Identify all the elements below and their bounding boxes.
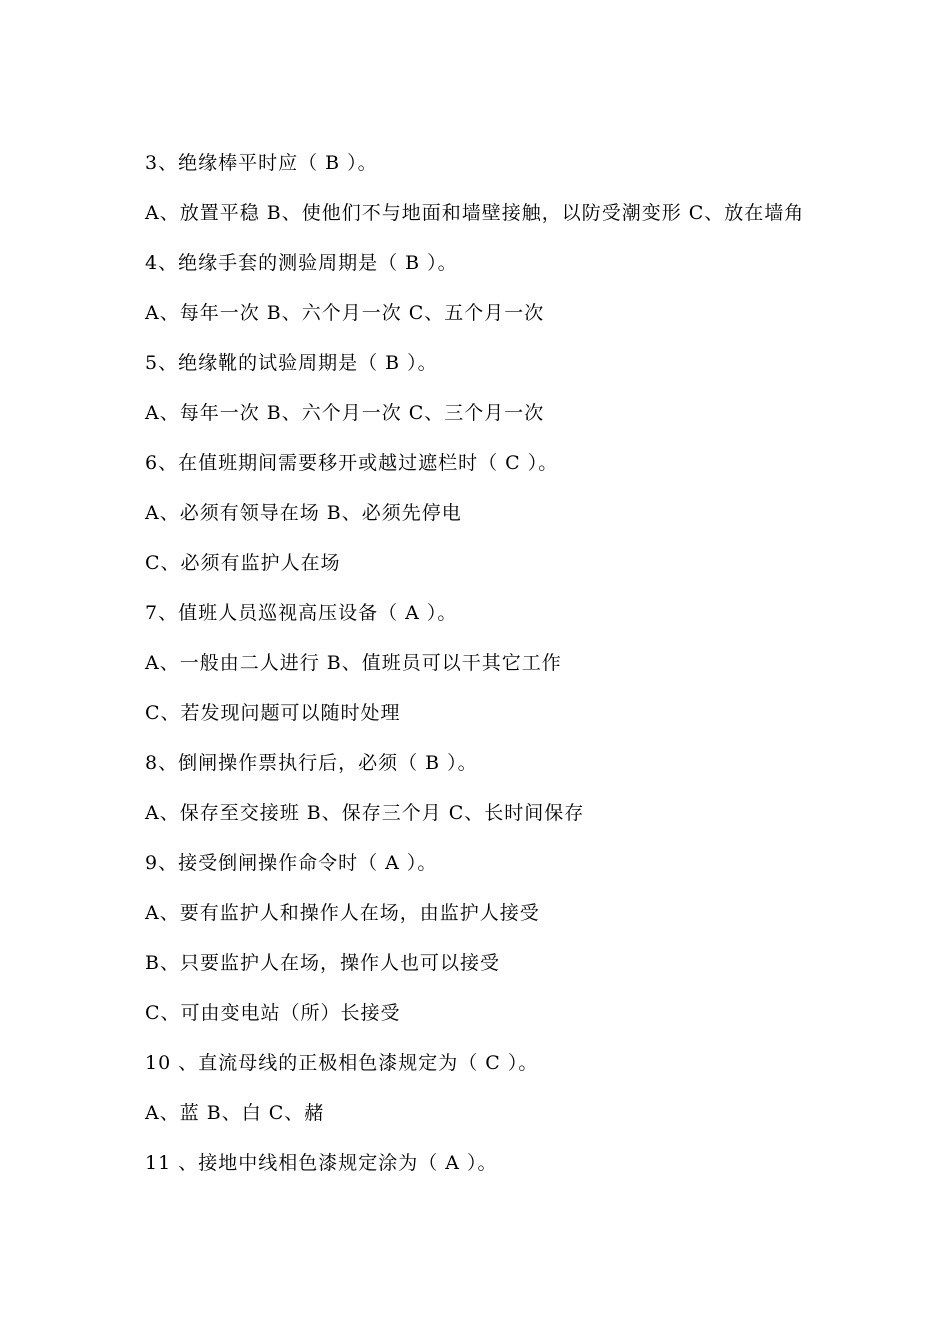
question-9-option-b: B、只要监护人在场，操作人也可以接受 [145, 952, 500, 974]
question-10: 10 、直流母线的正极相色漆规定为（ C ）。 [145, 1052, 539, 1074]
question-9-option-c: C、可由变电站（所）长接受 [145, 1002, 401, 1024]
question-6-options-ab: A、必须有领导在场 B、必须先停电 [145, 502, 462, 524]
question-7: 7、值班人员巡视高压设备（ A ）。 [145, 602, 458, 624]
question-10-options: A、蓝 B、白 C、赭 [145, 1102, 325, 1124]
question-5-options: A、每年一次 B、六个月一次 C、三个月一次 [145, 402, 545, 424]
question-6: 6、在值班期间需要移开或越过遮栏时（ C ）。 [145, 452, 559, 474]
question-8-options: A、保存至交接班 B、保存三个月 C、长时间保存 [145, 802, 585, 824]
question-5: 5、绝缘靴的试验周期是（ B ）。 [145, 352, 438, 374]
question-9: 9、接受倒闸操作命令时（ A ）。 [145, 852, 438, 874]
question-11: 11 、接地中线相色漆规定涂为（ A ）。 [145, 1152, 498, 1174]
question-7-option-c: C、若发现问题可以随时处理 [145, 702, 401, 724]
question-9-option-a: A、要有监护人和操作人在场，由监护人接受 [145, 902, 540, 924]
question-8: 8、倒闸操作票执行后，必须（ B ）。 [145, 752, 478, 774]
question-3-options: A、放置平稳 B、使他们不与地面和墙壁接触，以防受潮变形 C、放在墙角 [145, 202, 805, 224]
question-3: 3、绝缘棒平时应（ B ）。 [145, 152, 378, 174]
document-body [145, 150, 805, 1200]
question-4: 4、绝缘手套的测验周期是（ B ）。 [145, 252, 458, 274]
question-6-option-c: C、必须有监护人在场 [145, 552, 341, 574]
question-4-options: A、每年一次 B、六个月一次 C、五个月一次 [145, 302, 545, 324]
question-7-options-ab: A、一般由二人进行 B、值班员可以干其它工作 [145, 652, 562, 674]
